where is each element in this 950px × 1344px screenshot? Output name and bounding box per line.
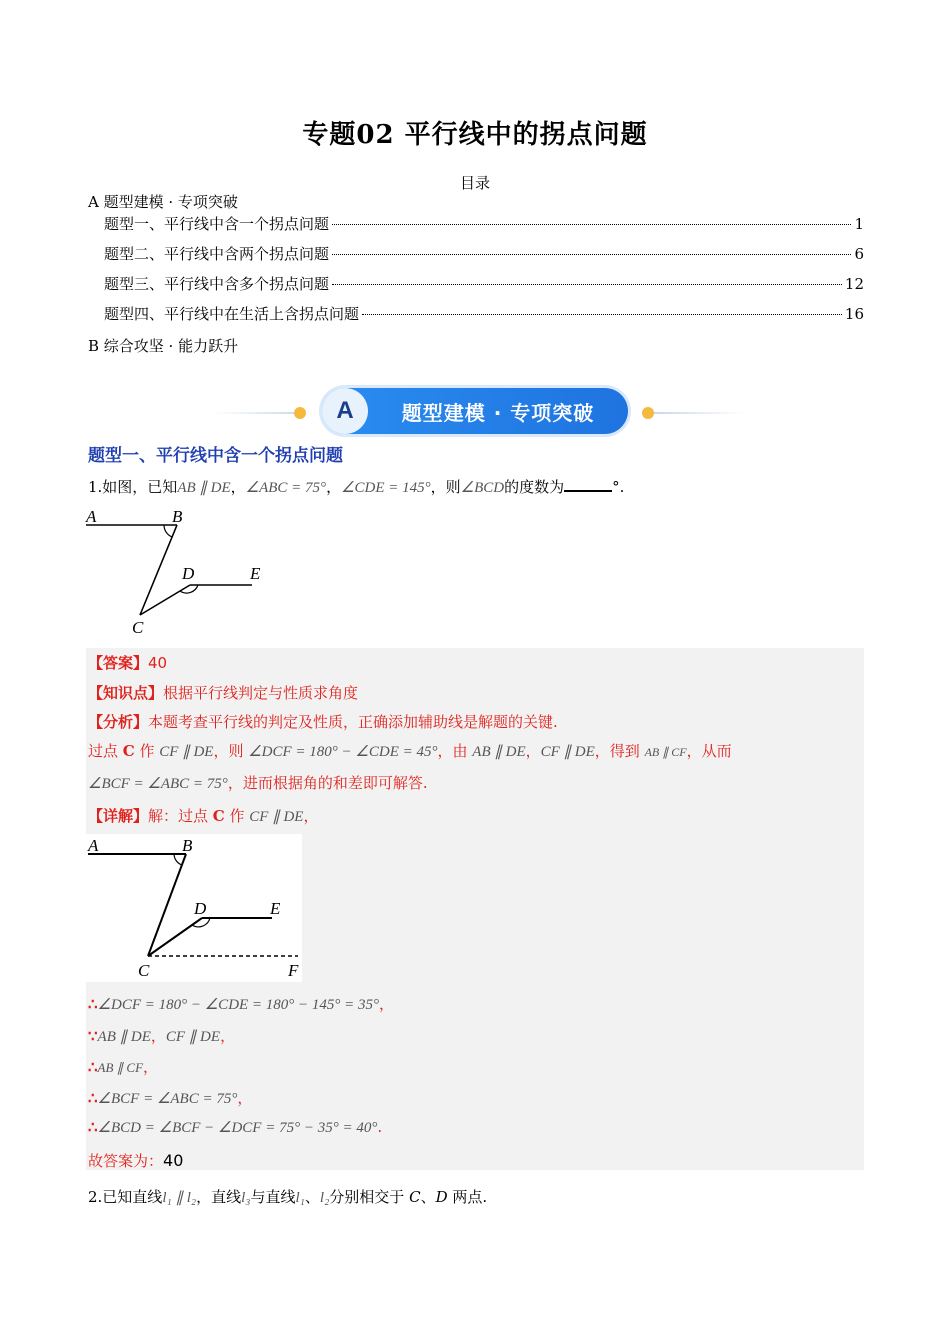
q1-math: ∠CDE = 145° xyxy=(341,480,431,496)
section-banner xyxy=(322,388,628,434)
label-b: B xyxy=(172,507,183,526)
line-bc xyxy=(140,525,177,615)
final-answer-label: 故答案为： xyxy=(88,1152,164,1170)
question-1 xyxy=(88,476,624,497)
answer-value: 40 xyxy=(148,654,168,672)
text: ，得到 xyxy=(594,742,645,760)
q1-text: 的度数为 xyxy=(504,478,565,496)
toc-dot-leader xyxy=(332,224,851,225)
text: ，进而根据角的和差即可解答. xyxy=(227,774,428,792)
q2-text: 、 xyxy=(304,1188,320,1206)
analysis-line xyxy=(88,711,558,732)
toc-item[interactable] xyxy=(104,273,864,294)
label-f: F xyxy=(288,961,299,980)
banner-line-left xyxy=(214,412,304,414)
banner-dot-right xyxy=(642,407,654,419)
label-b: B xyxy=(182,836,193,855)
math: CF ∥ DE xyxy=(159,744,214,760)
q2-text: 、 xyxy=(420,1188,436,1206)
toc-dot-leader xyxy=(332,284,842,285)
toc-section-b[interactable]: B 综合攻坚 · 能力跃升 xyxy=(88,337,239,355)
q1-text: ， xyxy=(230,478,246,496)
detail-line xyxy=(88,805,318,826)
solution-step-3 xyxy=(88,1056,158,1077)
math: ∠BCF = ∠ABC = 75° xyxy=(88,776,228,792)
banner-dot-left xyxy=(294,407,306,419)
point-label: C xyxy=(409,1188,421,1206)
solution-step-2 xyxy=(88,1025,235,1046)
analysis-tag: 【分析】 xyxy=(88,713,149,731)
q1-text: ， xyxy=(326,478,342,496)
q2-text: 与直线 xyxy=(250,1188,296,1206)
banner-letter: A xyxy=(322,388,368,434)
q1-text: °. xyxy=(612,478,625,496)
text: 作 xyxy=(224,807,250,825)
point-label: D xyxy=(435,1188,448,1206)
detail-tag: 【详解】 xyxy=(88,807,149,825)
analysis-detail-line-1 xyxy=(88,740,858,761)
answer-blank[interactable] xyxy=(564,478,612,492)
math: ∠DCF = 180° − ∠CDE = 45° xyxy=(248,744,438,760)
final-answer-value: 40 xyxy=(163,1151,184,1170)
therefore-symbol: ∴ xyxy=(88,1118,98,1136)
toc-item-label: 题型二、平行线中含两个拐点问题 xyxy=(104,245,330,263)
therefore-symbol: ∴ xyxy=(88,995,98,1013)
text: ， xyxy=(303,807,319,825)
label-d: D xyxy=(182,564,195,583)
text: ， xyxy=(143,1058,159,1076)
text: ，由 xyxy=(437,742,473,760)
q2-text: 两点. xyxy=(447,1188,488,1206)
solution-step-5 xyxy=(88,1118,382,1137)
math: CF ∥ DE xyxy=(165,1029,221,1045)
question-2 xyxy=(88,1186,487,1207)
text: ， xyxy=(237,1089,253,1107)
q2-text: 2.已知直线 xyxy=(88,1188,163,1206)
text: ， xyxy=(379,995,395,1013)
q2-text: 分别相交于 xyxy=(329,1188,410,1206)
math: CF ∥ DE xyxy=(540,744,595,760)
math: ∠BCD = ∠BCF − ∠DCF = 75° − 35° = 40° xyxy=(97,1120,378,1136)
therefore-symbol: ∴ xyxy=(88,1058,98,1076)
angle-b-mark xyxy=(164,525,172,537)
figure-1 xyxy=(84,505,274,640)
label-e: E xyxy=(250,564,261,583)
q1-math: ∠ABC = 75° xyxy=(245,480,327,496)
text: . xyxy=(377,1118,383,1136)
knowledge-point-tag: 【知识点】 xyxy=(88,684,164,702)
q1-math: AB ∥ DE xyxy=(177,480,231,496)
toc-item-label: 题型三、平行线中含多个拐点问题 xyxy=(104,275,330,293)
math: AB ∥ DE xyxy=(472,744,526,760)
toc-item-label: 题型一、平行线中含一个拐点问题 xyxy=(104,215,330,233)
math: CF ∥ DE xyxy=(249,809,304,825)
final-answer-line xyxy=(88,1150,183,1171)
text: 解：过点 xyxy=(148,807,213,825)
text: ， xyxy=(150,1027,166,1045)
analysis-text: 本题考查平行线的判定及性质，正确添加辅助线是解题的关键. xyxy=(148,713,558,731)
figure-2 xyxy=(86,834,302,982)
answer-line xyxy=(88,652,167,673)
text: ， xyxy=(220,1027,236,1045)
q2-text: ，直线 xyxy=(196,1188,242,1206)
text: 作 xyxy=(134,742,160,760)
toc-item[interactable] xyxy=(104,213,864,234)
q1-text: 1.如图，已知 xyxy=(88,478,178,496)
analysis-detail-line-2 xyxy=(88,772,428,793)
banner-line-right xyxy=(654,412,744,414)
math: AB ∥ CF xyxy=(97,1060,144,1075)
answer-tag: 【答案】 xyxy=(88,654,149,672)
solution-step-1 xyxy=(88,993,394,1014)
point-label: C xyxy=(122,742,135,760)
label-d: D xyxy=(194,899,207,918)
type-heading: 题型一、平行线中含一个拐点问题 xyxy=(88,446,343,466)
because-symbol: ∵ xyxy=(88,1027,98,1045)
q2-math: l₃ xyxy=(241,1190,251,1206)
toc-item-page: 12 xyxy=(844,275,864,293)
toc-dot-leader xyxy=(362,314,842,315)
text: 过点 xyxy=(88,742,123,760)
q2-math: l₁ xyxy=(295,1190,305,1206)
banner-text: 题型建模 · 专项突破 xyxy=(401,400,595,425)
text: ， xyxy=(525,742,541,760)
q2-math: l₂ xyxy=(319,1190,330,1206)
math: AB ∥ CF xyxy=(644,745,687,759)
math: ∠BCF = ∠ABC = 75° xyxy=(97,1091,238,1107)
therefore-symbol: ∴ xyxy=(88,1089,98,1107)
toc-item-page: 6 xyxy=(854,245,864,263)
line-cd xyxy=(140,585,190,615)
point-label: C xyxy=(212,807,225,825)
toc-item-page: 16 xyxy=(844,305,864,323)
label-c: C xyxy=(138,961,150,980)
q1-text: ，则 xyxy=(430,478,461,496)
toc-item-page: 1 xyxy=(854,215,864,233)
toc-item-label: 题型四、平行线中在生活上含拐点问题 xyxy=(104,305,360,323)
toc-section-a[interactable]: A 题型建模 · 专项突破 xyxy=(88,193,238,211)
page-title: 专题02 平行线中的拐点问题 xyxy=(302,120,648,150)
q2-math: l₁ ∥ l₂ xyxy=(162,1190,197,1206)
solution-step-4 xyxy=(88,1087,252,1108)
toc-heading: 目录 xyxy=(459,174,490,192)
toc-item[interactable] xyxy=(104,243,864,264)
label-e: E xyxy=(270,899,281,918)
text: ，则 xyxy=(213,742,249,760)
toc-dot-leader xyxy=(332,254,851,255)
label-a: A xyxy=(88,836,99,855)
label-c: C xyxy=(132,618,144,637)
label-a: A xyxy=(86,507,97,526)
math: AB ∥ DE xyxy=(97,1029,151,1045)
math: ∠DCF = 180° − ∠CDE = 180° − 145° = 35° xyxy=(97,997,380,1013)
toc-item[interactable] xyxy=(104,303,864,324)
q1-math: ∠BCD xyxy=(460,480,505,496)
knowledge-point-line xyxy=(88,682,358,703)
text: ，从而 xyxy=(686,742,732,760)
knowledge-point-text: 根据平行线判定与性质求角度 xyxy=(163,684,359,702)
